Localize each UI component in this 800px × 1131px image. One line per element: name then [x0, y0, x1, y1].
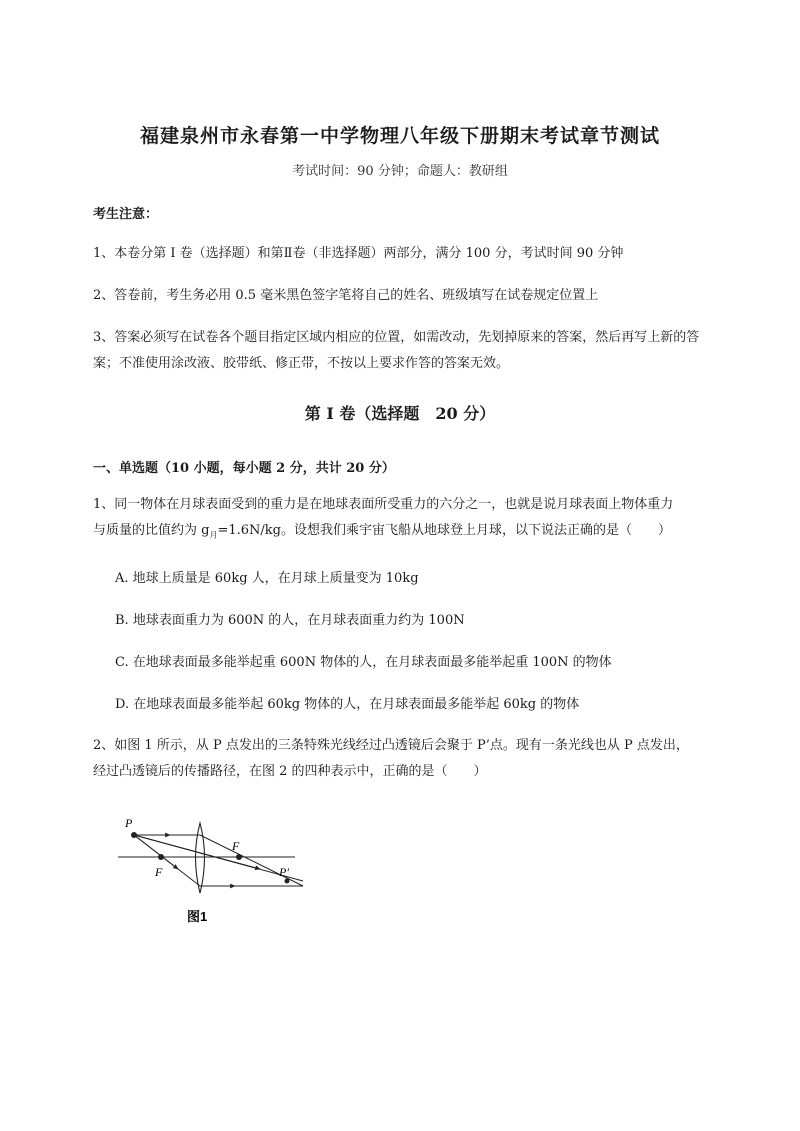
option-d: D. 在地球表面最多能举起 60kg 物体的人，在月球表面最多能举起 60kg 的物体 — [115, 697, 580, 712]
figure-caption: 图1 — [187, 909, 208, 924]
notice-item-1: 1、本卷分第 I 卷（选择题）和第Ⅱ卷（非选择题）两部分，满分 100 分，考试时间 90 分钟 — [93, 246, 624, 261]
convex-lens — [196, 823, 205, 893]
option-a: A. 地球上质量是 60kg 人，在月球上质量变为 10kg — [115, 571, 419, 586]
option-b: B. 地球表面重力为 600N 的人，在月球表面重力约为 100N — [115, 613, 465, 628]
question-group-heading: 一、单选题（10 小题，每小题 2 分，共计 20 分） — [93, 461, 395, 476]
question-1-line-2-pre: 与质量的比值约为 g — [93, 523, 210, 538]
g-moon-subscript: 月 — [209, 530, 218, 540]
question-2-line-2: 经过凸透镜后的传播路径，在图 2 的四种表示中，正确的是（ ） — [93, 764, 487, 779]
label-p: P — [125, 816, 133, 830]
focal-point-right — [236, 854, 242, 860]
exam-title: 福建泉州市永春第一中学物理八年级下册期末考试章节测试 — [139, 125, 660, 147]
question-1-line-1: 1、同一物体在月球表面受到的重力是在地球表面所受重力的六分之一，也就是说月球表面上物体重力 — [93, 497, 674, 512]
exam-subtitle: 考试时间：90 分钟；命题人：教研组 — [292, 164, 508, 179]
section-title: 第 I 卷（选择题 20 分） — [304, 404, 496, 423]
question-2-line-1: 2、如图 1 所示，从 P 点发出的三条特殊光线经过凸透镜后会聚于 P’点。现有一条光线也从 P 点发出， — [93, 738, 689, 753]
lens-diagram-figure-1 — [115, 813, 315, 928]
label-p-prime: P′ — [279, 865, 289, 879]
focal-point-left — [158, 854, 164, 860]
question-2 — [93, 733, 713, 785]
label-f-right: F — [232, 839, 240, 853]
question-1 — [93, 492, 713, 549]
question-1-line-2-post: =1.6N/kg。设想我们乘宇宙飞船从地球登上月球，以下说法正确的是（ ） — [217, 523, 671, 538]
option-c: C. 在地球表面最多能举起重 600N 物体的人，在月球表面最多能举起重 100N 的物体 — [115, 655, 612, 670]
notice-item-3: 3、答案必须写在试卷各个题目指定区域内相应的位置，如需改动，先划掉原来的答案，然后再写上新的答案；不准使用涂改液、胶带纸、修正带，不按以上要求作答的答案无效。 — [93, 330, 700, 371]
point-p — [131, 832, 137, 838]
notice-heading: 考生注意： — [93, 207, 159, 222]
notice-item-2: 2、答卷前，考生务必用 0.5 毫米黑色签字笔将自己的姓名、班级填写在试卷规定位置上 — [93, 288, 599, 303]
question-1-line-2 — [93, 518, 713, 549]
point-p-prime — [285, 879, 290, 884]
label-f-left: F — [155, 865, 163, 879]
